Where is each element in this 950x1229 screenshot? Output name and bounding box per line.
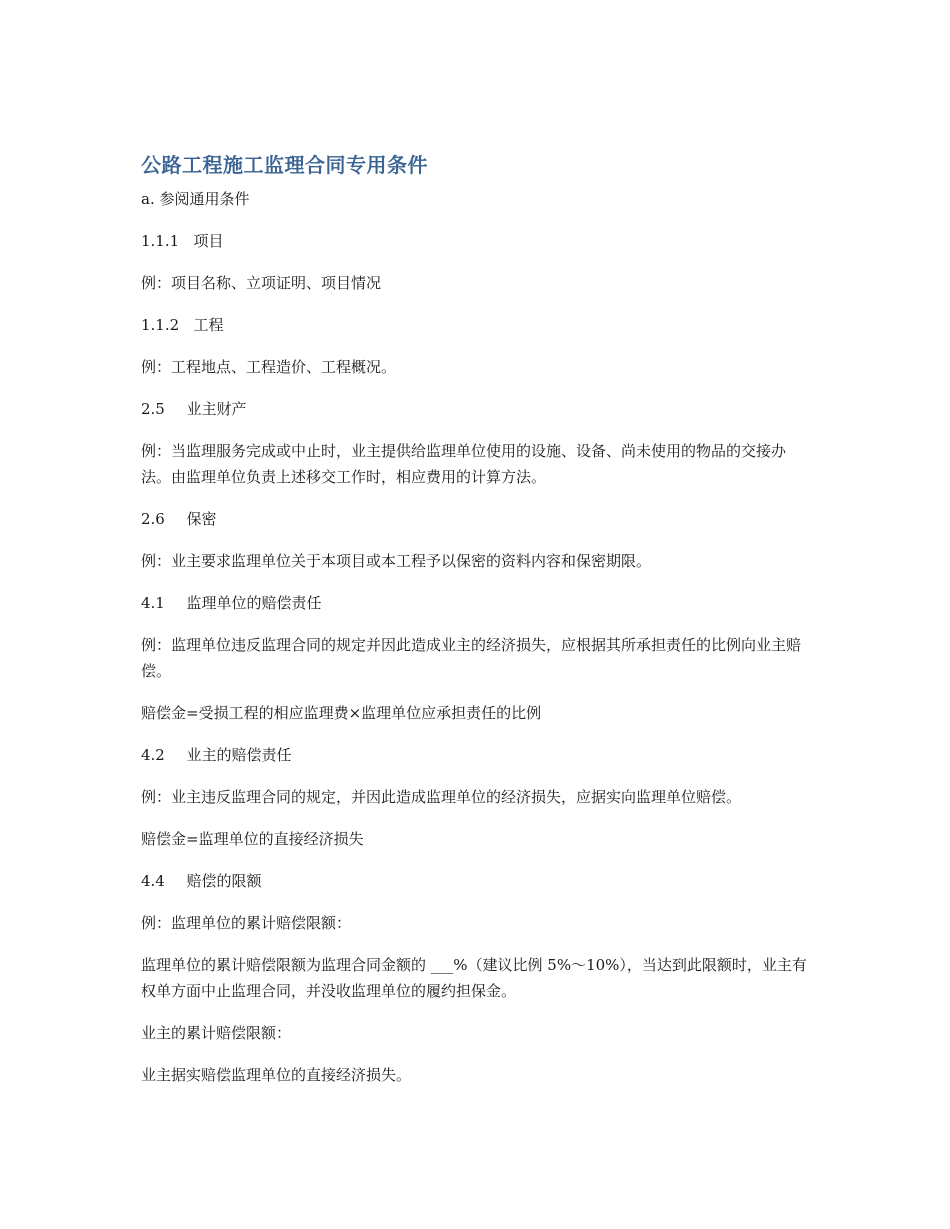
section-label: 项目 (193, 232, 224, 250)
paragraph: 例：工程地点、工程造价、工程概况。 (141, 358, 397, 376)
section-number: 2.5 (141, 400, 165, 418)
section-label: 保密 (186, 510, 217, 528)
section-label: 赔偿的限额 (186, 872, 262, 890)
formula-line: 赔偿金=受损工程的相应监理费×监理单位应承担责任的比例 (141, 704, 542, 722)
section-label: 监理单位的赔偿责任 (186, 594, 322, 612)
paragraph: 例：监理单位违反监理合同的规定并因此造成业主的经济损失，应根据其所承担责任的比例向业主赔偿。 (141, 636, 802, 680)
section-label: 业主财产 (186, 400, 247, 418)
section-number: 4.2 (141, 746, 165, 764)
section-number: 4.4 (141, 872, 165, 890)
paragraph: 例：项目名称、立项证明、项目情况 (141, 274, 382, 292)
paragraph: 例：业主违反监理合同的规定，并因此造成监理单位的经济损失，应据实向监理单位赔偿。 (141, 788, 742, 806)
section-heading-1-1-2 (141, 312, 811, 338)
paragraph: 例：监理单位的累计赔偿限额： (141, 914, 352, 932)
paragraph: 例：业主要求监理单位关于本项目或本工程予以保密的资料内容和保密期限。 (141, 552, 652, 570)
section-heading-4-4 (141, 868, 811, 894)
section-number: 4.1 (141, 594, 165, 612)
paragraph: 监理单位的累计赔偿限额为监理合同金额的 ___%（建议比例 5%～10%），当达到此限额时，业主有权单方面中止监理合同，并没收监理单位的履约担保金。 (141, 956, 807, 1000)
section-heading-1-1-1 (141, 228, 811, 254)
page-title: 公路工程施工监理合同专用条件 (141, 153, 428, 177)
section-number: 1.1.2 (141, 316, 180, 334)
paragraph: 业主据实赔偿监理单位的直接经济损失。 (141, 1066, 412, 1084)
section-heading-2-6 (141, 506, 811, 532)
formula-line: 赔偿金=监理单位的直接经济损失 (141, 830, 364, 848)
section-label: 工程 (193, 316, 224, 334)
section-heading-4-1 (141, 590, 811, 616)
document-page (141, 150, 811, 1104)
section-number: 2.6 (141, 510, 165, 528)
paragraph: 业主的累计赔偿限额： (141, 1024, 292, 1042)
intro-line: a. 参阅通用条件 (141, 190, 250, 208)
section-heading-2-5 (141, 396, 811, 422)
section-heading-4-2 (141, 742, 811, 768)
section-number: 1.1.1 (141, 232, 180, 250)
paragraph: 例：当监理服务完成或中止时，业主提供给监理单位使用的设施、设备、尚未使用的物品的交接办法。由监理单位负责上述移交工作时，相应费用的计算方法。 (141, 442, 787, 486)
section-label: 业主的赔偿责任 (186, 746, 292, 764)
